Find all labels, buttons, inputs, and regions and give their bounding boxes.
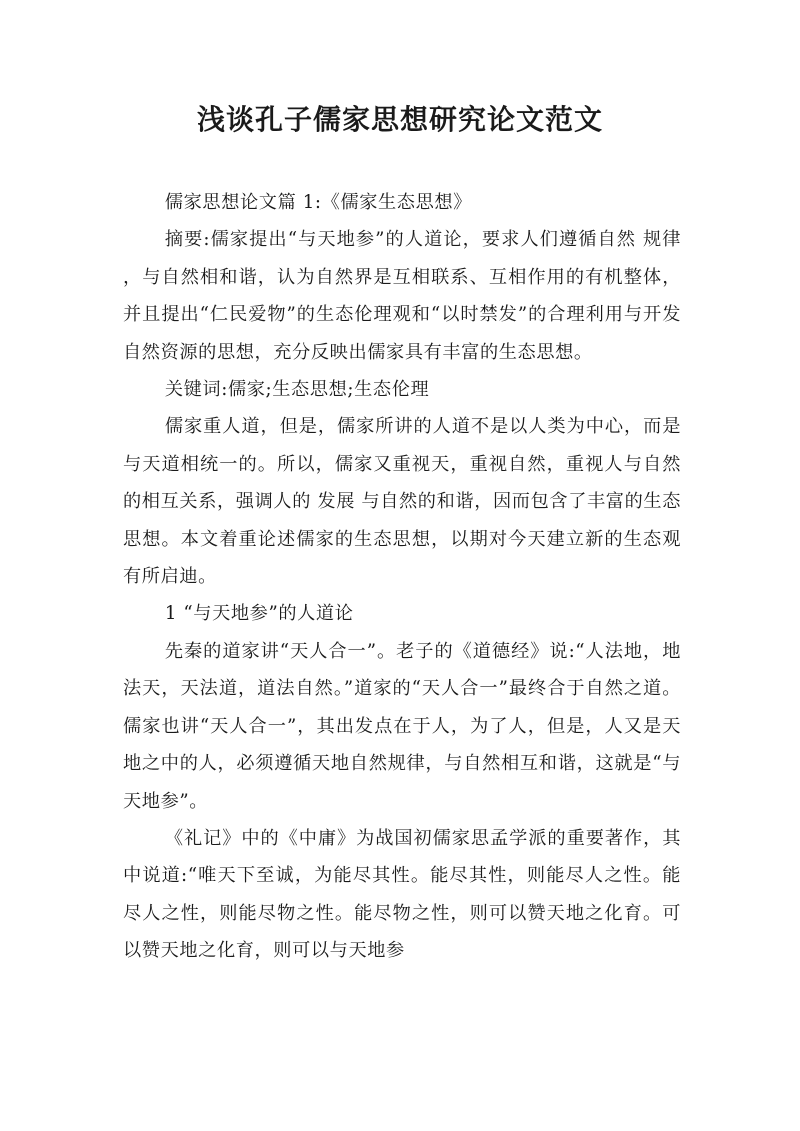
body-paragraph: 先秦的道家讲“天人合一”。老子的《道德经》说:“人法地，地法天，天法道，道法自然。”道家的“天人合一”最终合于自然之道。儒家也讲“天人合一”，其出发点在于人，为了人，但是，人又是天地之中的人，必须遵循天地自然规律，与自然相互和谐，这就是“与天地参”。 (123, 640, 681, 812)
keywords-paragraph: 关键词:儒家;生态思想;生态伦理 (164, 379, 430, 401)
body-paragraph: 《礼记》中的《中庸》为战国初儒家思孟学派的重要著作，其中说道:“唯天下至诚，为能尽其性。能尽其性，则能尽人之性。能尽人之性，则能尽物之性。能尽物之性，则可以赞天地之化育。可以赞天地之化育，则可以与天地参 (123, 827, 681, 962)
abstract-paragraph: 摘要:儒家提出“与天地参”的人道论，要求人们遵循自然 规律 ，与自然相和谐，认为自然界是互相联系、互相作用的有机整体，并且提出“仁民爱物”的生态伦理观和“以时禁发”的合理利用与开发自然资源的思想，充分反映出儒家具有丰富的生态思想。 (123, 229, 681, 363)
document-title: 浅谈孔子儒家思想研究论文范文 (196, 103, 603, 136)
article-heading: 儒家思想论文篇 1:《儒家生态思想》 (164, 192, 472, 213)
section-heading: 1 “与天地参”的人道论 (164, 603, 354, 625)
intro-paragraph: 儒家重人道，但是，儒家所讲的人道不是以人类为中心，而是与天道相统一的。所以，儒家又重视天，重视自然，重视人与自然的相互关系，强调人的 发展 与自然的和谐，因而包含了丰富的生态思想。本文着重论述儒家的生态思想，以期对今天建立新的生态观有所启迪。 (123, 416, 681, 588)
document-body (123, 184, 681, 970)
